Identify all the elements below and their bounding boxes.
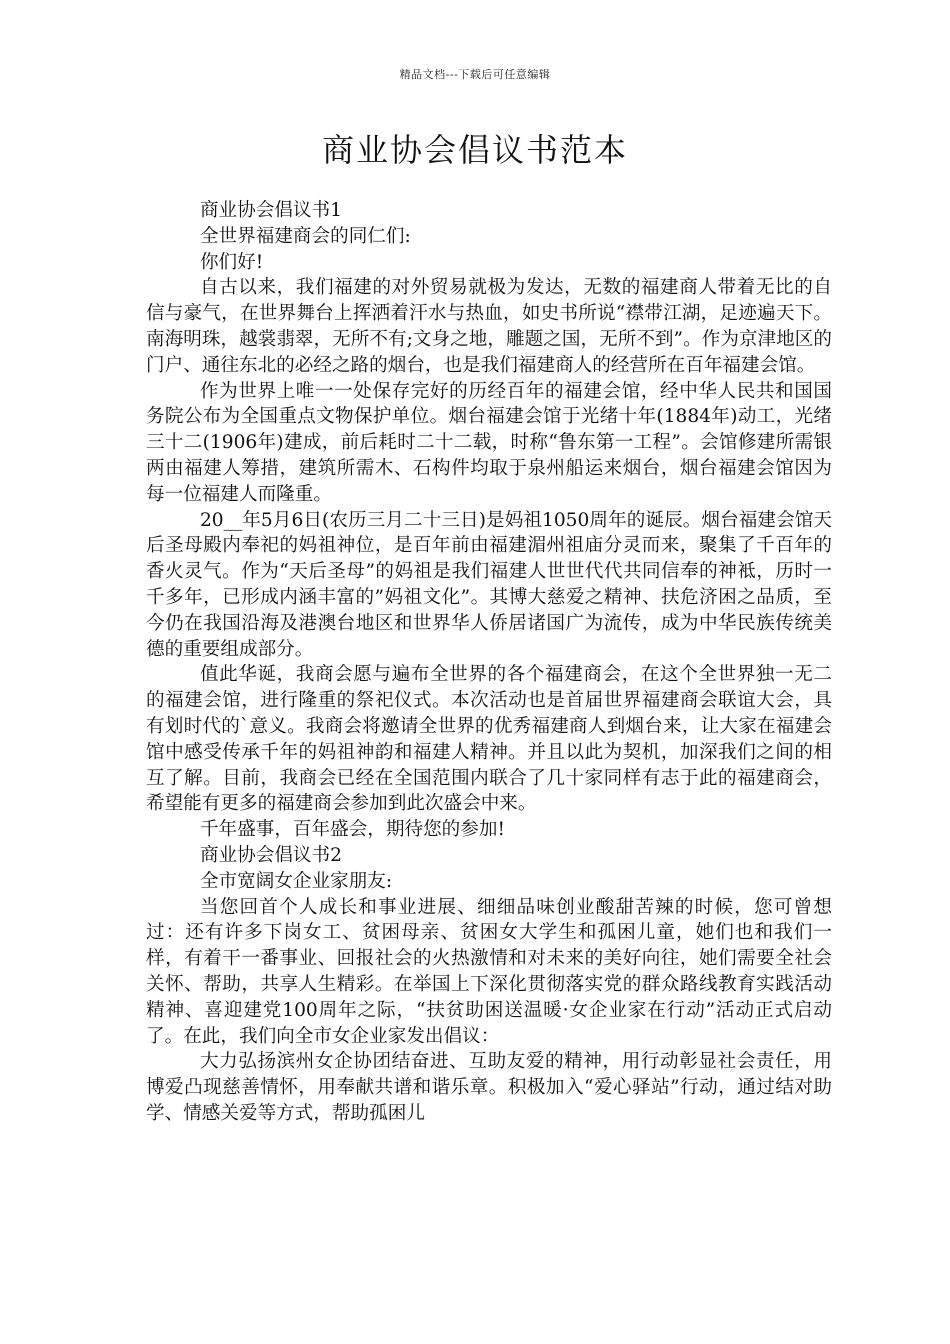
document-body [146,198,832,1127]
body-paragraph: 当您回首个人成长和事业进展、细细品味创业酸甜苦辣的时候，您可曾想过：还有许多下岗女工、贫困母亲、贫困女大学生和孤困儿童，她们也和我们一样，有着干一番事业、回报社会的火热激情和对未来的美好向往，她们需要全社会关怀、帮助，共享人生精彩。在举国上下深化贯彻落实党的群众路线教育实践活动精神、喜迎建党100周年之际，“扶贫助困送温暖·女企业家在行动”活动正式启动了。在此，我们向全市女企业家发出倡议： [146,896,832,1047]
salutation: 全市宽阔女企业家朋友: [199,870,393,892]
section-heading: 商业协会倡议书1 [199,200,342,221]
body-paragraph: 大力弘扬滨州女企协团结奋进、互助友爱的精神，用行动彰显社会责任，用博爱凸现慈善情怀，用奉献共谱和谐乐章。积极加入“爱心驿站”行动，通过结对助学、情感关爱等方式，帮助孤困儿 [146,1051,832,1124]
salutation: 全世界福建商会的同仁们: [199,225,411,247]
header-note: 精品文档---下载后可任意编辑 [399,68,551,81]
body-paragraph: 作为世界上唯一一处保存完好的历经百年的福建会馆，经中华人民共和国国务院公布为全国重点文物保护单位。烟台福建会馆于光绪十年(1884年)动工，光绪三十二(1906年)建成，前后耗时二十二载，时称“鲁东第一工程”。会馆修建所需银两由福建人筹措，建筑所需木、石构件均取于泉州船运来烟台，烟台福建会馆因为每一位福建人而隆重。 [146,380,832,505]
greeting: 你们好! [199,251,264,273]
closing-line: 千年盛事，百年盛会，期待您的参加! [199,819,505,841]
body-paragraph: 自古以来，我们福建的对外贸易就极为发达，无数的福建商人带着无比的自信与豪气，在世界舞台上挥洒着汗水与热血，如史书所说“襟带江湖，足迹遍天下。南海明珠，越裳翡翠，无所不有;文身之地，雕题之国，无所不到”。作为京津地区的门户、通往东北的必经之路的烟台，也是我们福建商人的经营所在百年福建会馆。 [146,277,832,376]
document-title: 商业协会倡议书范本 [321,131,628,169]
body-paragraph: 20__年5月6日(农历三月二十三日)是妈祖1050周年的诞辰。烟台福建会馆天后圣母殿内奉祀的妈祖神位，是百年前由福建湄州祖庙分灵而来，聚集了千百年的香火灵气。作为“天后圣母”的妈祖是我们福建人世世代代共同信奉的神袛，历时一千多年，已形成内涵丰富的”妈祖文化”。其博大慈爱之精神、扶危济困之品质，至今仍在我国沿海及港澳台地区和世界华人侨居诸国广为流传，成为中华民族传统美德的重要组成部分。 [146,509,832,660]
section-heading: 商业协会倡议书2 [199,844,342,866]
body-paragraph: 值此华诞，我商会愿与遍布全世界的各个福建商会，在这个全世界独一无二的福建会馆，进行隆重的祭祀仪式。本次活动也是首届世界福建商会联谊大会，具有划时代的`意义。我商会将邀请全世界的优秀福建商人到烟台来，让大家在福建会馆中感受传承千年的妈祖神韵和福建人精神。并且以此为契机，加深我们之间的相互了解。目前，我商会已经在全国范围内联合了几十家同样有志于此的福建商会，希望能有更多的福建商会参加到此次盛会中来。 [146,664,832,815]
